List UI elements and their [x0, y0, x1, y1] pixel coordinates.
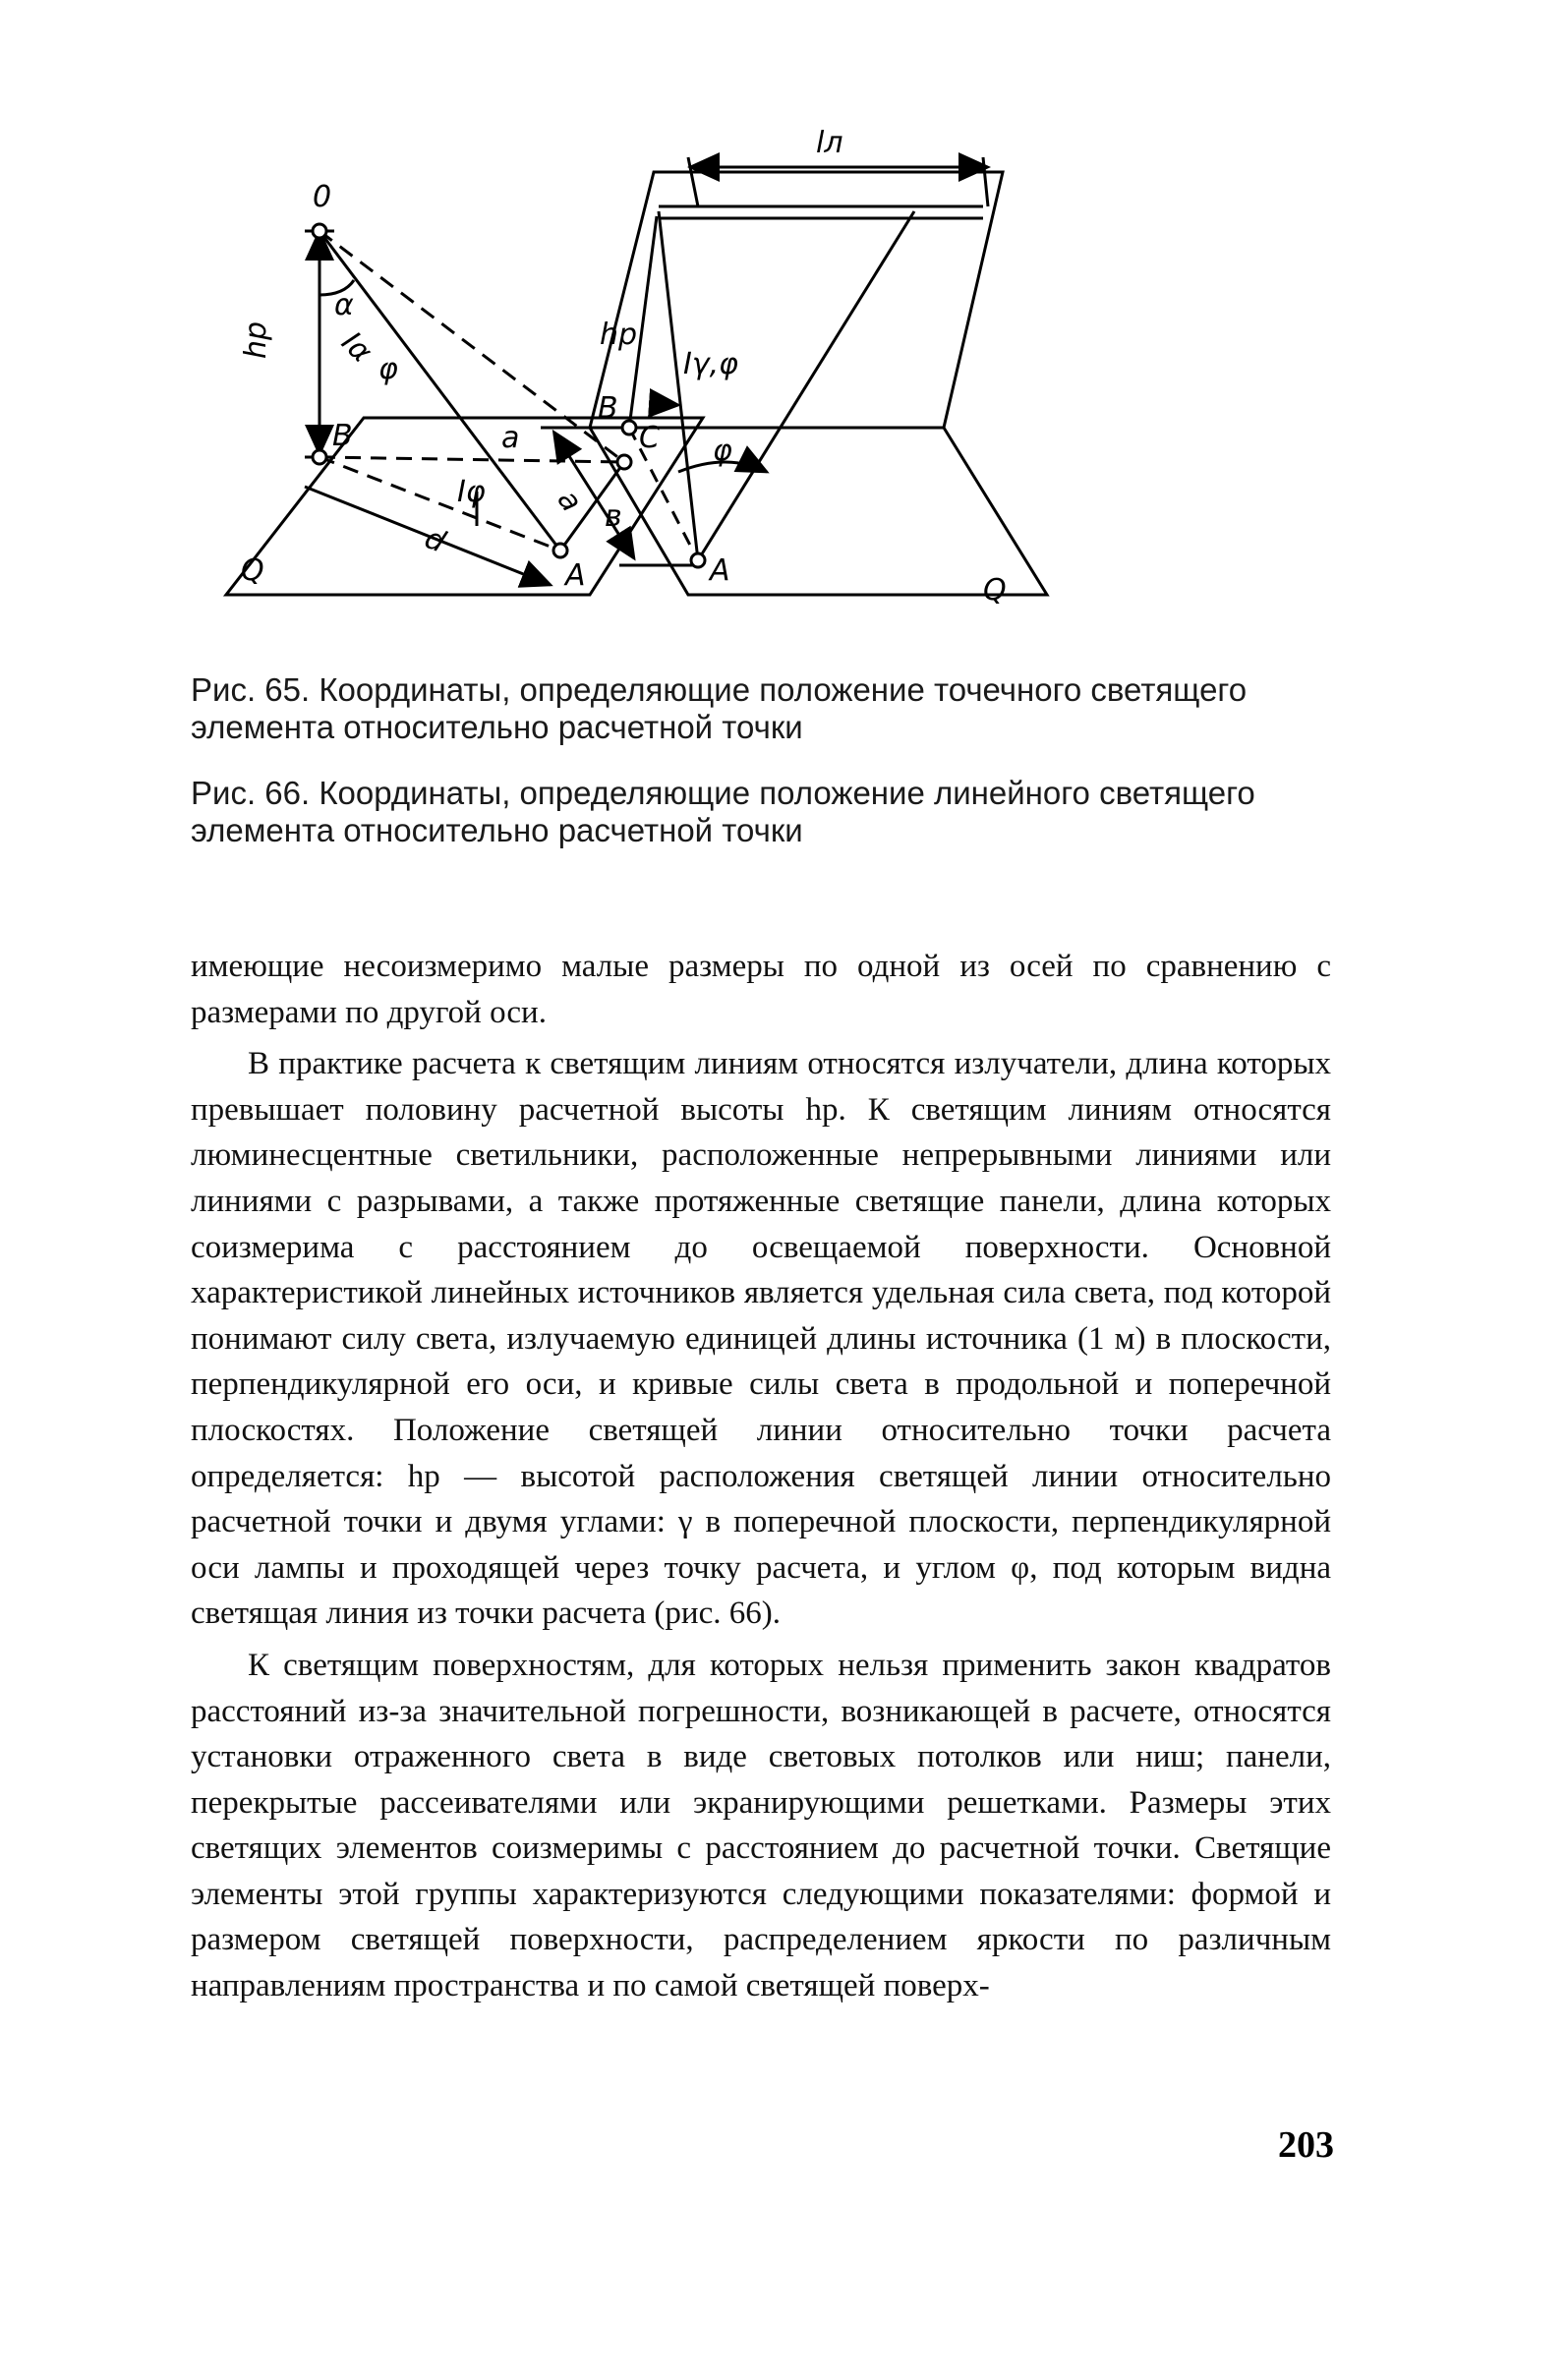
- fig66-label-b: B: [598, 391, 618, 426]
- vertical-plane: [590, 172, 1003, 428]
- fig65-label-phi-small: φ: [378, 352, 398, 386]
- fig66-label-q: Q: [983, 573, 1007, 608]
- fig65-label-d: d: [420, 520, 450, 560]
- fig65-label-q: Q: [241, 553, 264, 588]
- fig65-label-i-alpha: Iα: [334, 324, 379, 370]
- figure-66: [541, 157, 1047, 595]
- fig66-label-hp: hр: [600, 318, 638, 352]
- paragraph-2: В практике расчета к светящим линиям относятся излучатели, длина которых превышает половину расчетной высоты hр. К светящим линиям относятся люминесцентные светильники, расположенные непрерывными линиями или линиями с разрывами, а также протяженные светящие панели, длина которых соизмерима с расстоянием до освещаемой поверхности. Основной характеристикой линейных источников является удельная сила света, под которой понимают силу света, излучаемую единицей длины источника (1 м) в плоскости, перпендикулярной его оси, и кривые силы света в продольной и поперечной плоскостях. Положение светящей линии относительно точки расчета определяется: hр — высотой расположения светящей линии относительно расчетной точки и двумя углами: γ в поперечной плоскости, перпендикулярной оси лампы и проходящей через точку расчета, и углом φ, под которым видна светящая линия из точки расчета (рис. 66).: [191, 1046, 1331, 1632]
- paragraph-1: имеющие несоизмеримо малые размеры по одной из осей по сравнению с размерами по другой оси.: [191, 949, 1331, 1030]
- fig65-label-alpha: α: [334, 288, 354, 322]
- fig65-label-a: A: [565, 558, 586, 593]
- figures-65-66: [206, 126, 1386, 659]
- fig66-label-phi: φ: [713, 434, 732, 468]
- fig65-label-i-phi: Iφ: [457, 475, 486, 509]
- caption-figure-66: Рис. 66. Координаты, определяющие положение линейного светящего элемента относительно расчетной точки: [191, 775, 1255, 848]
- fig65-label-hp: hр: [239, 320, 273, 359]
- fig65-label-o: 0: [313, 180, 332, 214]
- page-number: 203: [1278, 2124, 1334, 2166]
- paragraph-3: К светящим поверхностям, для которых нельзя применить закон квадратов расстояний из-за значительной погрешности, возникающей в расчете, относятся установки отраженного света в виде световых потолков или ниш; панели, перекрытые рассеивателями или экранирующими решетками. Размеры этих светящих элементов соизмеримы с расстоянием до расчетной точки. Светящие элементы этой группы характеризуются следующими показателями: формой и размером светящей поверхности, распределением яркости по различным направлениям пространства и по самой светящей поверх-: [191, 1647, 1331, 2004]
- fig65-label-a-top: a: [501, 421, 520, 455]
- fig66-label-l: lл: [816, 126, 843, 160]
- body-text: [191, 944, 1331, 2015]
- fig66-label-i-gamma: Iγ,φ: [683, 347, 738, 381]
- figure-diagrams: [206, 126, 1386, 659]
- fig65-label-b-lower: в: [605, 499, 622, 534]
- fig65-label-c: C: [639, 421, 660, 455]
- fig65-label-b: B: [332, 419, 353, 453]
- fig66-label-a: a: [550, 484, 589, 519]
- fig66-label-a-point: A: [710, 553, 730, 588]
- caption-figure-65: Рис. 65. Координаты, определяющие положение точечного светящего элемента относительно расчетной точки: [191, 671, 1248, 745]
